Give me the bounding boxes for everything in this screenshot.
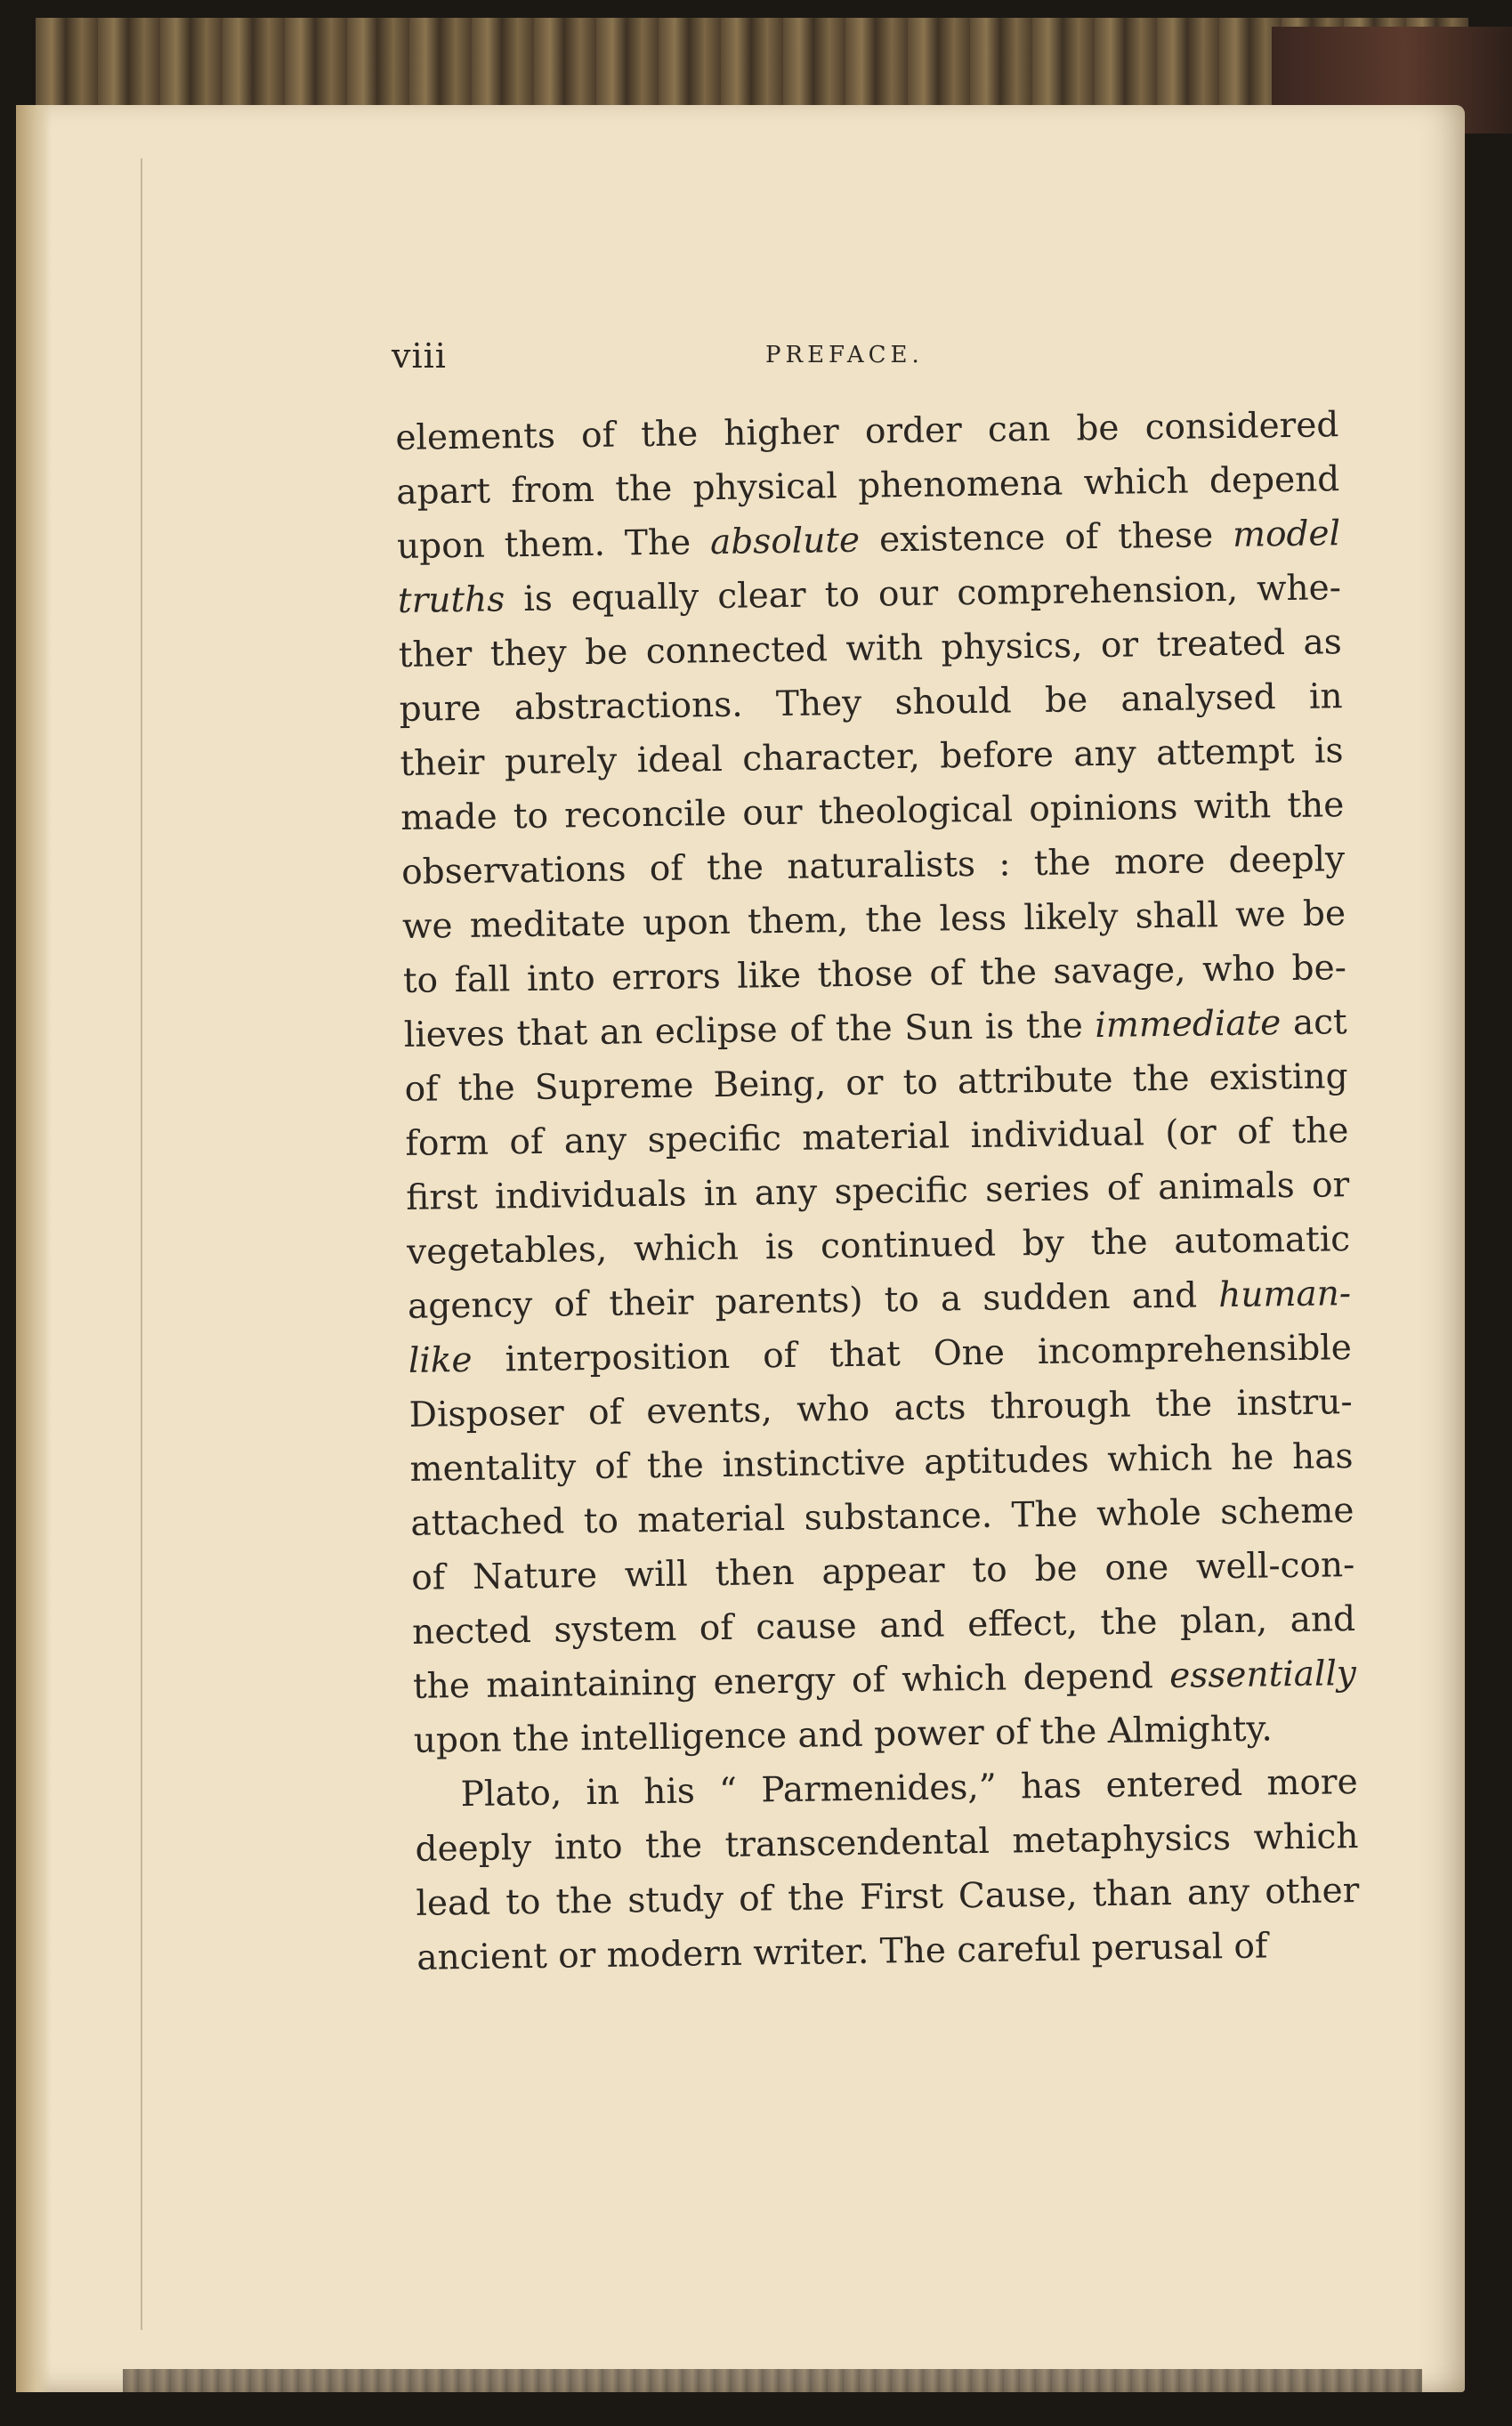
page-fold-line	[141, 158, 142, 2330]
text-segment: their purely ideal character, before any attempt is	[400, 731, 1344, 784]
text-segment: Plato, in his “ Parmenides,” has entered more	[460, 1762, 1358, 1815]
text-segment: interposition of that One incomprehensible	[472, 1328, 1353, 1380]
text-segment: ther they be connected with physics, or treated as	[398, 622, 1343, 675]
text-segment: is equally clear to our comprehension, whe-	[504, 568, 1342, 620]
page-header	[392, 336, 1353, 390]
page-number: viii	[392, 336, 447, 376]
text-segment: the maintaining energy of which depend	[412, 1655, 1170, 1707]
text-segment: we meditate upon them, the less likely shall we be	[401, 894, 1346, 947]
text-segment: apart from the physical phenomena which depend	[395, 459, 1340, 513]
text-segment: form of any specific material individual (or of the	[405, 1111, 1349, 1164]
text-segment: deeply into the transcendental metaphysics which	[415, 1816, 1359, 1870]
text-segment: lieves that an eclipse of the Sun is the	[403, 1006, 1096, 1055]
page-gutter-edge	[16, 105, 52, 2392]
text-segment: nected system of cause and effect, the plan, and	[411, 1599, 1356, 1653]
text-segment: of the Supreme Being, or to attribute the existing	[404, 1056, 1348, 1110]
italic-text: absolute	[709, 520, 861, 563]
italic-text: like	[408, 1339, 473, 1381]
text-segment: Disposer of events, who acts through the instru-	[408, 1382, 1353, 1435]
body-text	[395, 398, 1361, 1985]
text-segment: pure abstractions. They should be analysed in	[399, 676, 1343, 730]
text-segment: made to reconcile our theological opinions with the	[400, 785, 1345, 838]
text-segment: attached to material substance. The whole scheme	[410, 1491, 1354, 1544]
text-segment: agency of their parents) to a sudden and	[407, 1275, 1219, 1327]
text-segment: lead to the study of the First Cause, than any other	[416, 1871, 1360, 1924]
italic-text: essentially	[1168, 1654, 1357, 1696]
text-segment: upon the intelligence and power of the Almighty.	[413, 1709, 1273, 1761]
italic-text: truths	[397, 579, 505, 621]
text-segment: first individuals in any specific series of animals or	[406, 1165, 1350, 1218]
italic-text: immediate	[1095, 1003, 1282, 1047]
italic-text: model	[1232, 514, 1341, 555]
text-segment: act	[1281, 1002, 1348, 1044]
text-segment: mentality of the instinctive aptitudes which he has	[409, 1436, 1354, 1490]
text-segment: existence of these	[859, 514, 1233, 561]
text-segment: ancient or modern writer. The careful perusal of	[416, 1926, 1268, 1978]
text-segment: to fall into errors like those of the savage, who be-	[402, 948, 1347, 1001]
cover-bottom-edge	[123, 2369, 1422, 2392]
running-head: PREFACE.	[765, 342, 924, 368]
text-segment: upon them. The	[396, 522, 711, 567]
italic-text: human-	[1217, 1274, 1352, 1316]
text-segment: elements of the higher order can be considered	[395, 405, 1339, 458]
text-segment: observations of the naturalists : the more deeply	[400, 839, 1346, 893]
text-segment: vegetables, which is continued by the automatic	[406, 1219, 1351, 1273]
text-lines	[395, 398, 1361, 1985]
text-segment: of Nature will then appear to be one well-con-	[410, 1545, 1355, 1598]
